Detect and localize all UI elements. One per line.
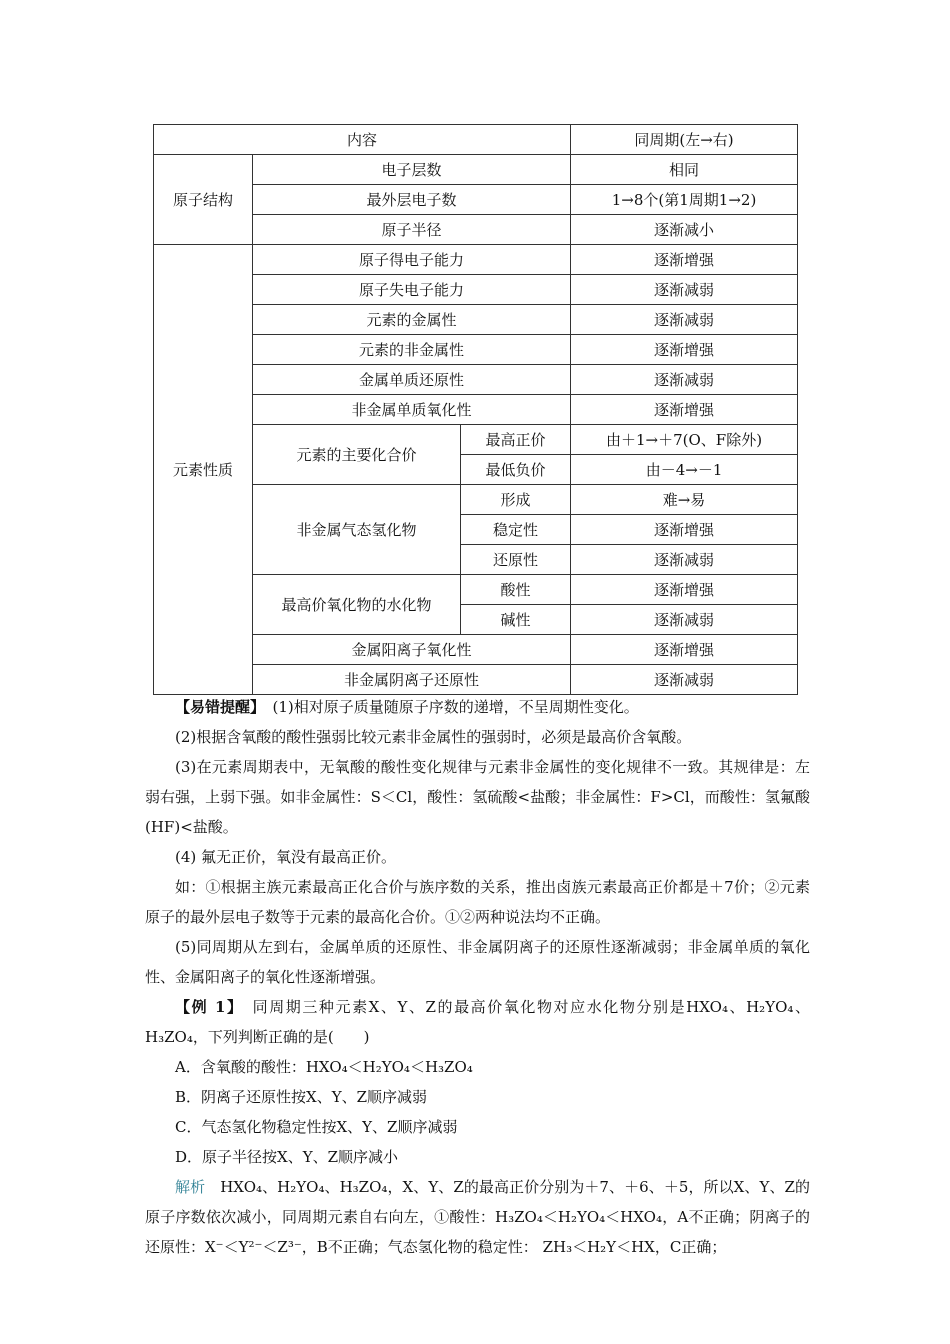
table-row <box>154 155 798 185</box>
row-label: 非金属阴离子还原性 <box>253 665 571 695</box>
row-value: 由＋1→＋7(O、F除外) <box>571 425 798 455</box>
note-2: (2)根据含氧酸的酸性强弱比较元素非金属性的强弱时，必须是最高价含氧酸。 <box>175 728 692 746</box>
row-value: 逐渐增强 <box>571 335 798 365</box>
tip-title: 【易错提醒】 <box>175 698 258 716</box>
row-value: 逐渐减弱 <box>571 365 798 395</box>
note-3: (3)在元素周期表中，无氧酸的酸性变化规律与元素非金属性的变化规律不一致。其规律是：左弱右强，上弱下强。如非金属性：S＜Cl，酸性：氢硫酸<盐酸；非金属性：F>Cl，而酸性：氢氟酸(HF)<盐酸。 <box>145 758 810 836</box>
row-value: 逐渐减小 <box>571 215 798 245</box>
hydride-label: 非金属气态氢化物 <box>253 485 461 575</box>
note-5: (5)同周期从左到右，金属单质的还原性、非金属阴离子的还原性逐渐减弱；非金属单质的氧化性、金属阳离子的氧化性逐渐增强。 <box>145 938 810 986</box>
sub-label: 酸性 <box>461 575 571 605</box>
row-label: 非金属单质氧化性 <box>253 395 571 425</box>
analysis-label: 解析 <box>175 1178 206 1196</box>
row-value: 相同 <box>571 155 798 185</box>
row-value: 逐渐增强 <box>571 245 798 275</box>
sub-label: 还原性 <box>461 545 571 575</box>
example-stem <box>145 992 810 1052</box>
row-value: 逐渐减弱 <box>571 305 798 335</box>
row-value: 逐渐增强 <box>571 395 798 425</box>
sub-label: 形成 <box>461 485 571 515</box>
row-value: 逐渐减弱 <box>571 275 798 305</box>
row-value: 逐渐增强 <box>571 575 798 605</box>
row-label: 元素的金属性 <box>253 305 571 335</box>
sub-label: 最低负价 <box>461 455 571 485</box>
row-value: 逐渐减弱 <box>571 665 798 695</box>
example-stem-text: 同周期三种元素X、Y、Z的最高价氧化物对应水化物分别是HXO₄、H₂YO₄、H₃ZO₄，下列判断正确的是( ) <box>145 998 810 1046</box>
option-a: A．含氧酸的酸性：HXO₄＜H₂YO₄＜H₃ZO₄ <box>175 1058 473 1076</box>
row-label: 元素的非金属性 <box>253 335 571 365</box>
row-label: 原子半径 <box>253 215 571 245</box>
table-row <box>154 245 798 275</box>
note-1 <box>145 692 810 722</box>
sub-label: 碱性 <box>461 605 571 635</box>
row-label: 金属单质还原性 <box>253 365 571 395</box>
option-c: C．气态氢化物稳定性按X、Y、Z顺序减弱 <box>175 1118 458 1136</box>
row-label: 最外层电子数 <box>253 185 571 215</box>
row-label: 原子得电子能力 <box>253 245 571 275</box>
row-value: 逐渐增强 <box>571 515 798 545</box>
hydrate-label: 最高价氧化物的水化物 <box>253 575 461 635</box>
header-period: 同周期(左→右) <box>571 125 798 155</box>
row-value: 1→8个(第1周期1→2) <box>571 185 798 215</box>
valence-label: 元素的主要化合价 <box>253 425 461 485</box>
table-header-row <box>154 125 798 155</box>
sub-label: 最高正价 <box>461 425 571 455</box>
note-1-text: (1)相对原子质量随原子序数的递增，不呈周期性变化。 <box>272 698 639 716</box>
option-b: B．阴离子还原性按X、Y、Z顺序减弱 <box>175 1088 428 1106</box>
analysis-text: HXO₄、H₂YO₄、H₃ZO₄，X、Y、Z的最高正价分别为＋7、＋6、＋5，所以X、Y、Z的原子序数依次减小，同周期元素自右向左，①酸性：H₃ZO₄＜H₂YO₄＜HXO₄，A不正确；阴离子的还原性：X⁻＜Y²⁻＜Z³⁻，B不正确；气态氢化物的稳定性： ZH₃＜H₂Y＜HX，C正确； <box>145 1178 810 1256</box>
row-value: 由－4→－1 <box>571 455 798 485</box>
analysis <box>145 1172 810 1262</box>
periodic-trend-table <box>153 124 798 695</box>
group-atomic-structure: 原子结构 <box>154 155 253 245</box>
row-value: 逐渐减弱 <box>571 605 798 635</box>
row-label: 原子失电子能力 <box>253 275 571 305</box>
group-element-properties: 元素性质 <box>154 245 253 695</box>
row-value: 难→易 <box>571 485 798 515</box>
sub-label: 稳定性 <box>461 515 571 545</box>
row-value: 逐渐增强 <box>571 635 798 665</box>
row-label: 金属阳离子氧化性 <box>253 635 571 665</box>
header-content: 内容 <box>154 125 571 155</box>
example-title: 【例 1】 <box>175 998 237 1016</box>
row-label: 电子层数 <box>253 155 571 185</box>
body-text <box>145 692 810 1262</box>
note-4b: 如：①根据主族元素最高正化合价与族序数的关系，推出卤族元素最高正价都是＋7价；②元素原子的最外层电子数等于元素的最高化合价。①②两种说法均不正确。 <box>145 878 810 926</box>
note-4: (4) 氟无正价，氧没有最高正价。 <box>175 848 397 866</box>
option-d: D．原子半径按X、Y、Z顺序减小 <box>175 1148 399 1166</box>
row-value: 逐渐减弱 <box>571 545 798 575</box>
